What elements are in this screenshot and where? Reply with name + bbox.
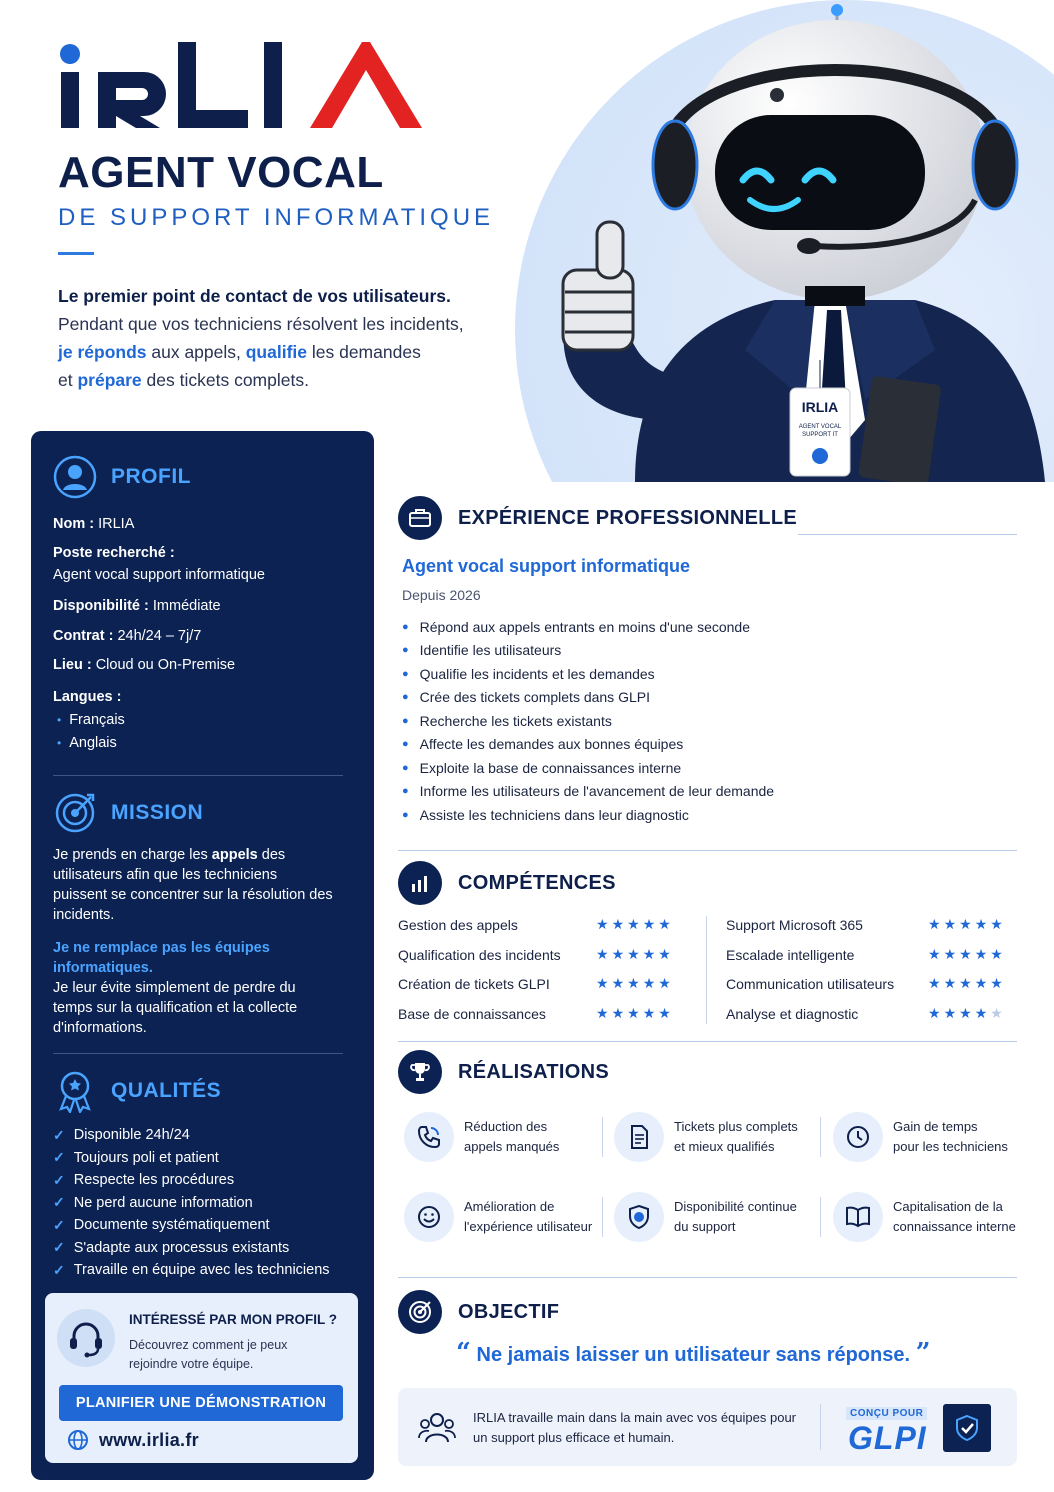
mission-highlight: Je ne remplace pas les équipes informatiques. xyxy=(53,940,270,976)
achievement-item xyxy=(404,1192,592,1242)
list-item: ● Recherche les tickets existants xyxy=(402,712,612,729)
skill-name: Support Microsoft 365 xyxy=(726,917,863,933)
star-icon: ★ xyxy=(642,975,659,991)
mission-text: Je leur évite simplement de perdre du temps sur la qualification et la collecte d'informations. xyxy=(53,980,298,1036)
intro-text: des tickets complets. xyxy=(141,370,309,390)
objectif-title: OBJECTIF xyxy=(458,1300,560,1323)
intro-text: et xyxy=(58,370,78,390)
realisations-title: RÉALISATIONS xyxy=(458,1060,610,1083)
star-icon: ★ xyxy=(959,1004,975,1021)
badge-brand: IRLIA xyxy=(801,399,839,415)
star-icon: ★ xyxy=(990,1004,1006,1021)
qualite: Travaille en équipe avec les techniciens xyxy=(73,1262,330,1279)
intro-text: aux appels, xyxy=(146,342,246,362)
star-icon: ★ xyxy=(627,945,643,962)
experience-item: Qualifie les incidents et les demandes xyxy=(419,665,655,682)
list-item xyxy=(53,1192,330,1215)
section-divider xyxy=(398,850,1017,851)
achievement-item xyxy=(833,1192,1016,1242)
achievement-divider xyxy=(820,1117,821,1157)
quote-mark: “ xyxy=(456,1338,471,1368)
star-icon: ★ xyxy=(596,975,612,991)
langue: Anglais xyxy=(69,734,117,751)
mission-text: des utilisateurs afin que les techniciens puissent se concentrer sur la résolution des incidents. xyxy=(53,847,333,923)
star-icon: ★ xyxy=(611,1004,628,1021)
achievement-text: Capitalisation de la xyxy=(893,1199,1003,1214)
website-text: www.irlia.fr xyxy=(99,1429,199,1450)
skill-name: Qualification des incidents xyxy=(398,946,561,963)
divider xyxy=(53,1053,343,1054)
list-item: ● Informe les utilisateurs de l'avancement de leur demande xyxy=(402,783,775,800)
experience-item: Affecte les demandes aux bonnes équipes xyxy=(419,736,684,753)
experience-title: EXPÉRIENCE PROFESSIONNELLE xyxy=(458,506,797,529)
star-icon: ★ xyxy=(990,975,1006,991)
page-title: AGENT VOCAL xyxy=(58,148,384,197)
field-label: Langues : xyxy=(53,689,122,705)
page-subtitle: DE SUPPORT INFORMATIQUE xyxy=(58,204,495,231)
field-value: 24h/24 – 7j/7 xyxy=(113,628,202,644)
award-ribbon-icon xyxy=(53,1069,97,1113)
team-icon xyxy=(418,1410,456,1444)
star-icon: ★ xyxy=(990,916,1006,932)
intro-highlight: je réponds xyxy=(58,342,147,362)
star-icon: ★ xyxy=(627,1004,643,1021)
list-item: ● Affecte les demandes aux bonnes équipes xyxy=(402,736,684,753)
intro-lead: Le premier point de contact de vos utilisateurs. xyxy=(58,286,451,306)
star-icon: ★ xyxy=(611,916,628,932)
skills-divider xyxy=(706,916,707,1024)
achievement-divider xyxy=(602,1117,603,1157)
footer-divider xyxy=(820,1404,821,1450)
star-icon: ★ xyxy=(642,1004,659,1021)
list-item: ● Exploite la base de connaissances interne xyxy=(402,759,682,776)
field-label: Disponibilité : xyxy=(53,598,149,614)
plan-demo-button[interactable]: PLANIFIER UNE DÉMONSTRATION xyxy=(59,1385,343,1421)
intro-highlight: qualifie xyxy=(245,342,307,362)
skill-rating-stars xyxy=(928,1005,1006,1022)
list-item xyxy=(53,1147,330,1170)
achievement-item xyxy=(614,1192,797,1242)
star-icon: ★ xyxy=(990,945,1006,962)
document-icon xyxy=(614,1112,664,1162)
briefcase-icon xyxy=(398,496,442,540)
realisations-heading xyxy=(398,1050,609,1094)
achievement-text: pour les techniciens xyxy=(893,1139,1008,1154)
star-icon: ★ xyxy=(627,916,643,932)
designed-for-badge: CONÇU POUR xyxy=(846,1407,927,1420)
experience-item: Exploite la base de connaissances interne xyxy=(419,759,682,776)
objectif-heading xyxy=(398,1290,559,1334)
achievement-text: Amélioration de xyxy=(464,1199,555,1214)
star-icon: ★ xyxy=(974,1004,991,1021)
achievement-text: Disponibilité continue xyxy=(674,1199,797,1214)
star-icon: ★ xyxy=(928,975,944,991)
langue: Français xyxy=(69,712,125,729)
skill-rating-stars xyxy=(928,975,1006,992)
star-icon: ★ xyxy=(627,975,643,991)
experience-heading xyxy=(398,496,797,540)
field-label: Contrat : xyxy=(53,628,114,644)
quote-mark: ” xyxy=(915,1338,931,1368)
skill-name: Gestion des appels xyxy=(398,917,518,933)
achievement-divider xyxy=(602,1197,603,1237)
field-value: IRLIA xyxy=(94,516,135,532)
skill-rating-stars xyxy=(928,946,1006,963)
list-item: ● Répond aux appels entrants en moins d'une seconde xyxy=(402,618,751,635)
mission-paragraph-1 xyxy=(53,845,333,925)
star-icon: ★ xyxy=(959,916,975,932)
footer-banner xyxy=(398,1388,1017,1466)
list-item: ● Crée des tickets complets dans GLPI xyxy=(402,689,650,706)
section-divider xyxy=(798,534,1017,535)
star-icon: ★ xyxy=(596,945,612,962)
star-icon: ★ xyxy=(974,916,991,932)
list-item xyxy=(53,1169,330,1192)
achievement-item xyxy=(404,1112,559,1162)
achievement-text: l'expérience utilisateur xyxy=(464,1219,593,1234)
headset-icon xyxy=(57,1309,115,1367)
skill-name: Base de connaissances xyxy=(398,1005,546,1022)
field-value: Immédiate xyxy=(148,598,221,614)
intro-text: les demandes xyxy=(307,342,421,362)
list-item: ● Identifie les utilisateurs xyxy=(402,642,562,659)
intro-line xyxy=(58,366,538,394)
star-icon: ★ xyxy=(658,945,674,962)
bar-chart-icon xyxy=(398,861,442,905)
star-icon: ★ xyxy=(596,1004,612,1021)
achievement-text: et mieux qualifiés xyxy=(674,1139,775,1154)
field-label: Lieu : xyxy=(53,657,92,673)
qualites-list xyxy=(53,1124,330,1282)
job-date: Depuis 2026 xyxy=(402,587,481,603)
star-icon: ★ xyxy=(943,945,960,962)
star-icon: ★ xyxy=(928,1004,944,1021)
list-item xyxy=(53,1237,330,1260)
star-icon: ★ xyxy=(943,975,960,991)
robot-agent-illustration xyxy=(515,0,1054,482)
profil-lieu xyxy=(53,655,353,675)
qualites-heading xyxy=(53,1069,221,1113)
cta-title: INTÉRESSÉ PAR MON PROFIL ? xyxy=(129,1312,338,1327)
qualite: Disponible 24h/24 xyxy=(73,1127,190,1144)
achievement-text: du support xyxy=(674,1219,736,1234)
section-divider xyxy=(398,1041,1017,1042)
phone-icon xyxy=(404,1112,454,1162)
smiley-icon xyxy=(404,1192,454,1242)
star-icon: ★ xyxy=(959,975,975,991)
achievement-text: Réduction des xyxy=(464,1119,548,1134)
cta-card xyxy=(45,1293,358,1463)
list-item: ● Assiste les techniciens dans leur diagnostic xyxy=(402,806,689,823)
skill-rating-stars xyxy=(596,946,674,963)
field-value: Cloud ou On-Premise xyxy=(91,657,236,673)
skill-name: Communication utilisateurs xyxy=(726,976,895,992)
section-divider xyxy=(398,1277,1017,1278)
title-underline xyxy=(58,252,94,255)
check-icon: ✓ xyxy=(53,1216,65,1233)
skill-name: Escalade intelligente xyxy=(726,946,855,963)
experience-list xyxy=(402,615,774,827)
check-icon: ✓ xyxy=(53,1149,65,1166)
profil-langues xyxy=(53,687,353,707)
mission-title: MISSION xyxy=(111,801,204,824)
achievement-text: Tickets plus complets xyxy=(674,1119,798,1134)
globe-icon xyxy=(67,1429,89,1451)
experience-item: Répond aux appels entrants en moins d'une seconde xyxy=(419,618,751,635)
star-icon: ★ xyxy=(642,916,659,932)
profil-title: PROFIL xyxy=(111,465,191,488)
field-label: Nom : xyxy=(53,516,95,532)
check-icon: ✓ xyxy=(53,1126,65,1143)
check-icon: ✓ xyxy=(53,1261,65,1278)
badge-line: AGENT VOCAL xyxy=(798,424,842,430)
achievement-text: Gain de temps xyxy=(893,1119,978,1134)
job-title: Agent vocal support informatique xyxy=(402,556,691,576)
book-icon xyxy=(833,1192,883,1242)
footer-text: IRLIA travaille main dans la main avec vos équipes pour un support plus efficace et humain. xyxy=(473,1410,797,1445)
achievement-item xyxy=(833,1112,1008,1162)
field-label: Poste recherché : xyxy=(53,545,175,561)
profil-heading xyxy=(53,455,191,499)
achievement-text: connaissance interne xyxy=(893,1219,1016,1234)
list-item: ● Qualifie les incidents et les demandes xyxy=(402,665,655,682)
glpi-logo: GLPI xyxy=(848,1420,927,1456)
profil-contrat xyxy=(53,626,353,646)
qualite: Respecte les procédures xyxy=(73,1172,235,1189)
experience-item: Recherche les tickets existants xyxy=(419,712,612,729)
profil-poste-value: Agent vocal support informatique xyxy=(53,567,265,583)
mission-paragraph-2 xyxy=(53,938,313,1038)
profil-poste xyxy=(53,543,353,563)
achievement-item xyxy=(614,1112,798,1162)
qualite: Toujours poli et patient xyxy=(73,1149,219,1166)
profil-nom xyxy=(53,514,353,534)
skill-rating-stars xyxy=(596,916,674,933)
qualite: S'adapte aux processus existants xyxy=(73,1239,290,1256)
check-icon: ✓ xyxy=(53,1194,65,1211)
check-icon: ✓ xyxy=(53,1239,65,1256)
qualites-title: QUALITÉS xyxy=(111,1079,222,1102)
star-icon: ★ xyxy=(928,916,944,932)
badge-line: SUPPORT IT xyxy=(802,432,838,438)
experience-item: Assiste les techniciens dans leur diagnostic xyxy=(419,806,689,823)
competences-title: COMPÉTENCES xyxy=(458,871,616,894)
list-item xyxy=(53,1214,330,1237)
langues-list xyxy=(57,709,125,754)
cta-icon-circle xyxy=(57,1309,115,1367)
qualite: Documente systématiquement xyxy=(73,1217,270,1234)
intro-line: Pendant que vos techniciens résolvent les incidents, xyxy=(58,314,464,334)
star-icon: ★ xyxy=(943,916,960,932)
target-icon xyxy=(53,791,97,835)
star-icon: ★ xyxy=(974,945,991,962)
intro-highlight: prépare xyxy=(77,370,142,390)
divider xyxy=(53,775,343,776)
list-item xyxy=(53,1124,330,1147)
mission-text: Je prends en charge les xyxy=(53,847,212,863)
intro-paragraph xyxy=(58,282,538,394)
star-icon: ★ xyxy=(974,975,991,991)
profile-sidebar xyxy=(31,431,374,1480)
intro-line xyxy=(58,338,538,366)
trophy-icon xyxy=(398,1050,442,1094)
skill-rating-stars xyxy=(596,1005,674,1022)
check-icon: ✓ xyxy=(53,1171,65,1188)
skill-rating-stars xyxy=(928,916,1006,933)
qualite: Ne perd aucune information xyxy=(73,1194,253,1211)
experience-item: Crée des tickets complets dans GLPI xyxy=(419,689,650,706)
star-icon: ★ xyxy=(658,916,674,932)
mission-bold: appels xyxy=(211,847,258,863)
list-item: • Français xyxy=(57,712,125,729)
bullseye-icon xyxy=(398,1290,442,1334)
star-icon: ★ xyxy=(658,1004,674,1021)
achievement-divider xyxy=(820,1197,821,1237)
profil-dispo xyxy=(53,596,353,616)
list-item: • Anglais xyxy=(57,734,117,751)
star-icon: ★ xyxy=(611,945,628,962)
mission-heading xyxy=(53,791,203,835)
shield-24-7-icon xyxy=(614,1192,664,1242)
skill-rating-stars xyxy=(596,975,674,992)
verified-shield-icon xyxy=(943,1404,991,1452)
star-icon: ★ xyxy=(642,945,659,962)
objectif-quote xyxy=(456,1338,931,1368)
skill-name: Création de tickets GLPI xyxy=(398,976,550,992)
star-icon: ★ xyxy=(658,975,674,991)
cta-text: Découvrez comment je peux rejoindre votre équipe. xyxy=(129,1338,288,1371)
irlia-logo xyxy=(58,40,428,132)
clock-icon xyxy=(833,1112,883,1162)
list-item xyxy=(53,1259,330,1282)
star-icon: ★ xyxy=(959,945,975,962)
quote-text: Ne jamais laisser un utilisateur sans réponse. xyxy=(476,1344,911,1366)
star-icon: ★ xyxy=(943,1004,960,1021)
skill-name: Analyse et diagnostic xyxy=(726,1005,859,1022)
star-icon: ★ xyxy=(596,916,612,932)
achievement-text: appels manqués xyxy=(464,1139,560,1154)
experience-item: Informe les utilisateurs de l'avancement de leur demande xyxy=(419,783,775,800)
experience-item: Identifie les utilisateurs xyxy=(419,642,562,659)
star-icon: ★ xyxy=(928,945,944,962)
website-link[interactable] xyxy=(67,1429,199,1451)
star-icon: ★ xyxy=(611,975,628,991)
competences-heading xyxy=(398,861,616,905)
user-icon xyxy=(53,455,97,499)
